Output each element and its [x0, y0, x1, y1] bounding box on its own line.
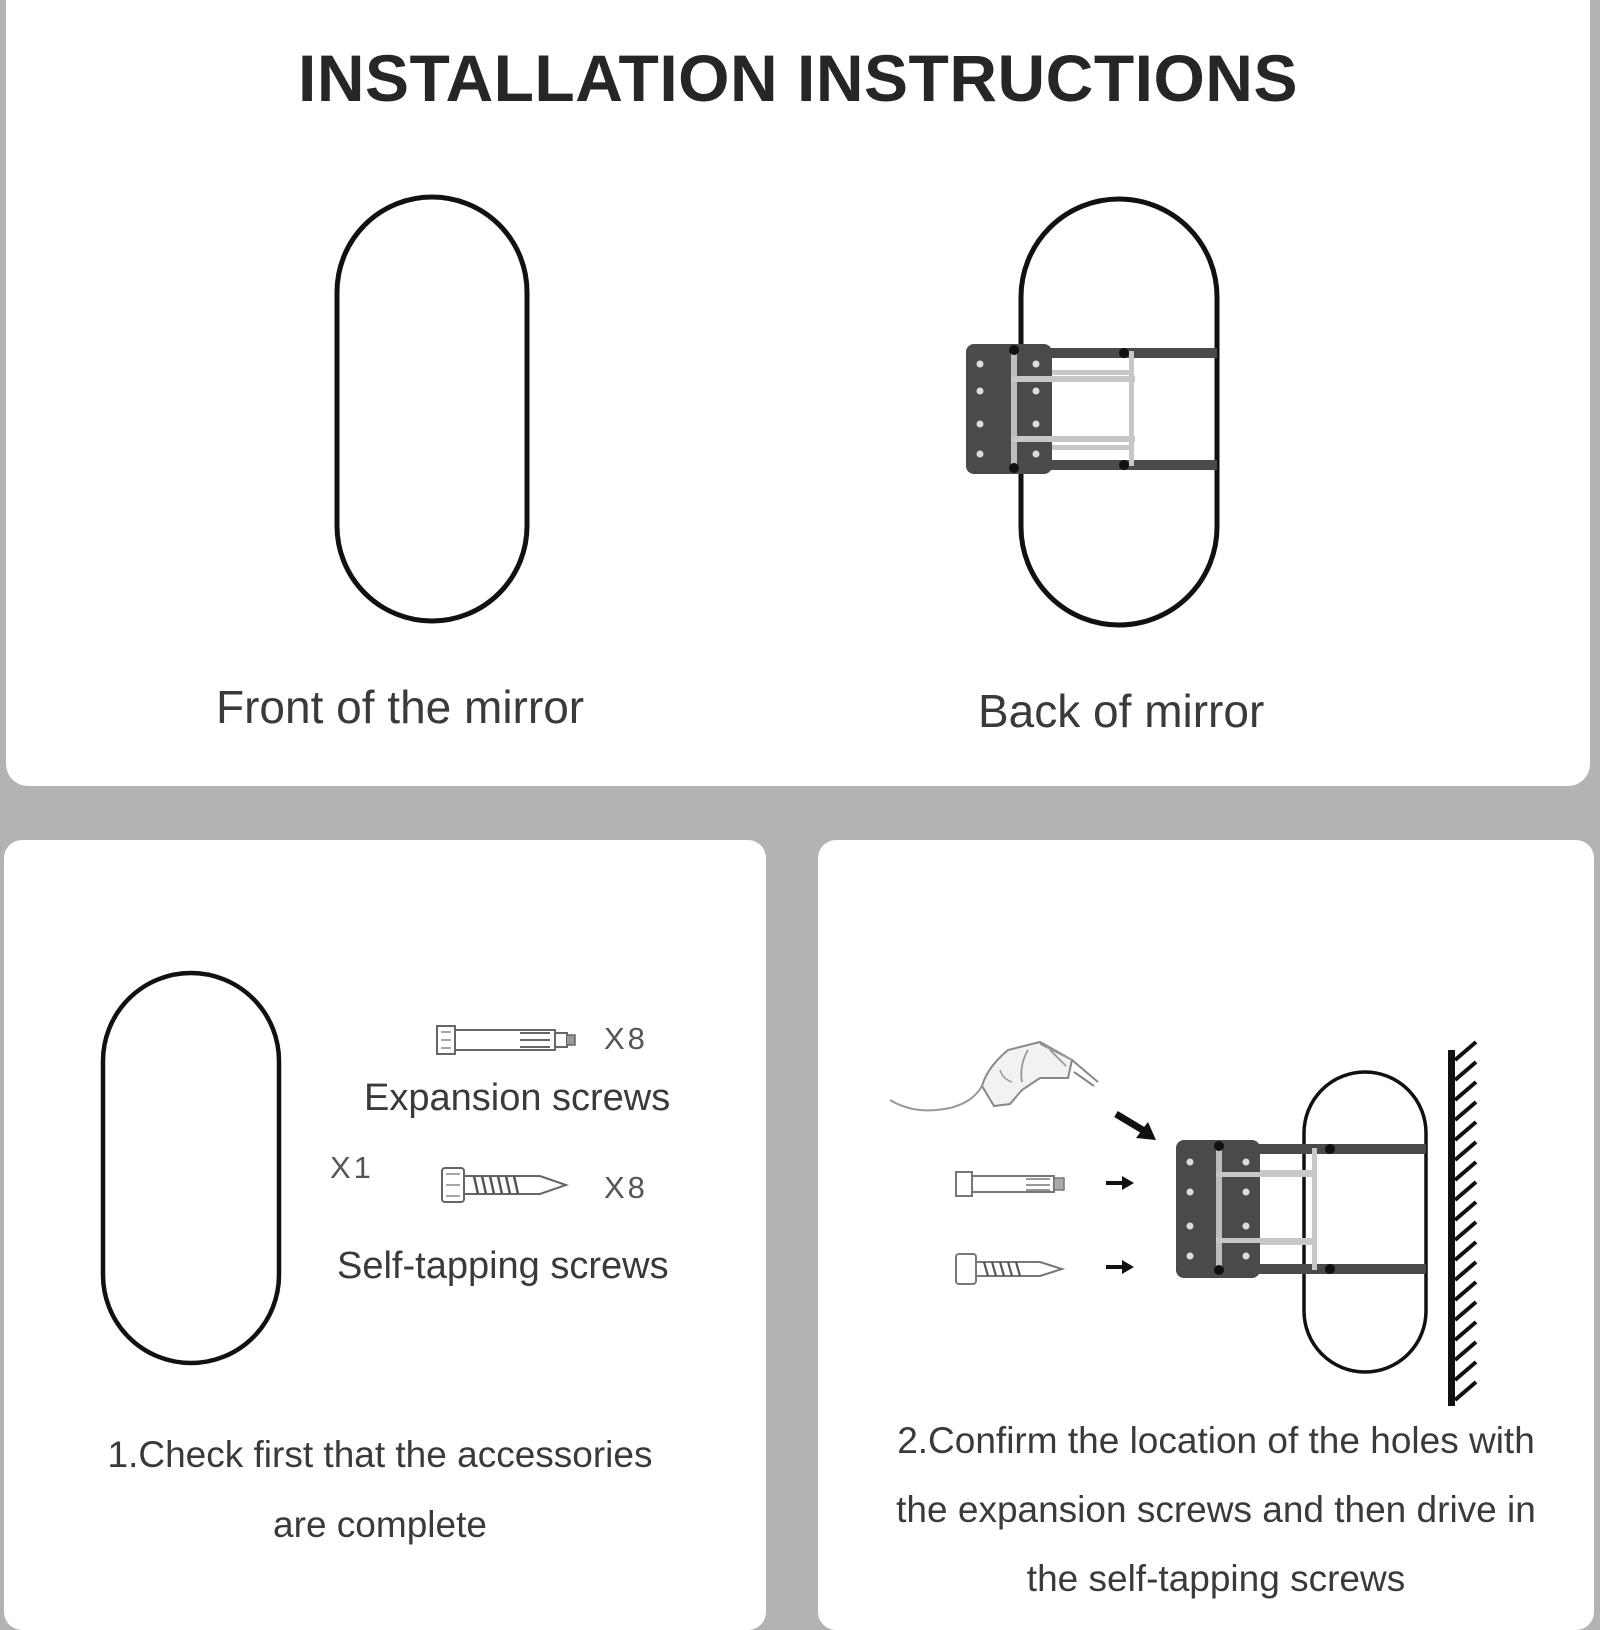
expansion-screw-icon [435, 1018, 585, 1062]
step1-line1: 1.Check first that the accessories [107, 1434, 653, 1475]
back-of-mirror-label: Back of mirror [978, 685, 1265, 737]
step1-instructions [20, 1420, 740, 1560]
expansion-screws-label: Expansion screws [364, 1077, 671, 1119]
right-arrow-icon-2 [1104, 1258, 1136, 1276]
drill-direction-arrow-icon [1112, 1108, 1160, 1144]
right-arrow-icon [1104, 1174, 1136, 1192]
step2-line1: 2.Confirm the location of the holes with [897, 1420, 1535, 1461]
mirror-accessory-illustration [100, 970, 286, 1370]
mirror-front-illustration [334, 194, 530, 624]
step2-instructions [836, 1406, 1596, 1613]
expansion-screw-small-icon [954, 1166, 1078, 1202]
mirror-back-illustration [966, 196, 1226, 632]
wall-mounted-mirror-illustration [1176, 1050, 1496, 1410]
self-tapping-screws-label: Self-tapping screws [337, 1245, 669, 1287]
page-title: INSTALLATION INSTRUCTIONS [298, 41, 1298, 115]
overview-panel [6, 0, 1590, 786]
front-of-mirror-label: Front of the mirror [216, 681, 585, 733]
step2-line2: the expansion screws and then drive in [896, 1489, 1536, 1530]
step1-line2: are complete [273, 1504, 487, 1545]
mirror-quantity: X1 [330, 1150, 374, 1185]
step2-line3: the self-tapping screws [1026, 1558, 1406, 1599]
drill-icon [890, 1020, 1110, 1130]
self-tapping-screw-small-icon [954, 1248, 1066, 1290]
self-tapping-screw-icon [440, 1160, 570, 1210]
expansion-screw-quantity: X8 [604, 1021, 648, 1056]
self-tapping-screw-quantity: X8 [604, 1170, 648, 1205]
